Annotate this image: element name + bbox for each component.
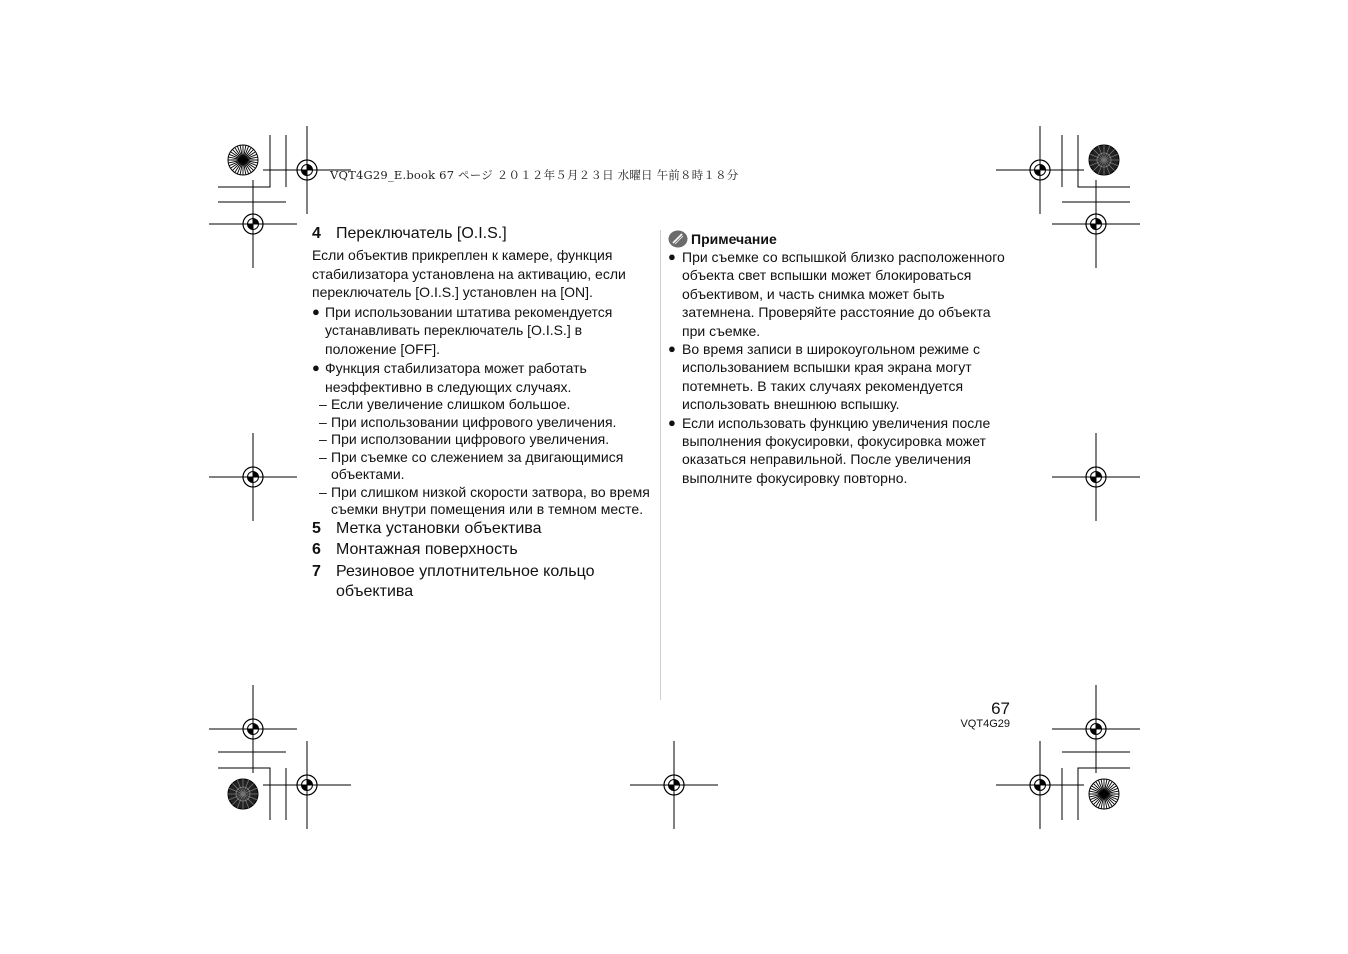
- bullet-text: Функция стабилизатора может работать неэффективно в следующих случаях.: [325, 360, 587, 395]
- dash-text: При использовании цифрового увеличения.: [331, 413, 617, 430]
- item-number: 6: [312, 541, 321, 559]
- dash-icon: –: [319, 431, 327, 447]
- note-icon: [668, 230, 688, 248]
- dash-text: При съемке со слежением за двигающимися объектами.: [331, 448, 624, 482]
- left-column: [312, 224, 652, 603]
- page-number: 67: [991, 699, 1010, 718]
- bullet-icon: ●: [668, 414, 676, 430]
- bullet-item: [312, 359, 652, 396]
- dash-text: При исползовании цифрового увеличения.: [331, 431, 610, 447]
- dash-item: [319, 449, 652, 484]
- item-number: 5: [312, 520, 321, 537]
- item-4-heading: [312, 224, 652, 244]
- bullet-icon: ●: [668, 341, 676, 357]
- dash-text: Если увеличение слишком большое.: [331, 396, 571, 412]
- item-title: Переключатель [O.I.S.]: [336, 225, 507, 242]
- dash-item: [319, 396, 652, 414]
- note-bullet-text: При съемке со вспышкой близко расположенного объекта свет вспышки может блокироваться объективом, и часть снимка может быть затемнена. Проверяйте расстояние до объекта при съемке.: [682, 249, 1005, 339]
- note-heading: [668, 230, 1013, 248]
- item-4-paragraph: Если объектив прикреплен к камере, функция стабилизатора установлена на активацию, если переключатель [O.I.S.] установлен на [ON].: [312, 247, 626, 300]
- note-section: [668, 230, 1013, 487]
- item-list: [312, 519, 652, 603]
- dash-icon: –: [319, 396, 327, 412]
- dash-item: [319, 414, 652, 432]
- note-heading-text: Примечание: [691, 231, 777, 247]
- item-number: 7: [312, 562, 321, 580]
- document-code: VQT4G29: [960, 718, 1010, 730]
- bullet-item: [312, 303, 652, 359]
- note-bullet-item: [668, 340, 1013, 414]
- dash-item: [319, 484, 652, 519]
- item-6-heading: [312, 540, 652, 561]
- item-5-heading: [312, 519, 652, 540]
- bullet-text: При использовании штатива рекомендуется устанавливать переключатель [O.I.S.] в положение [OFF].: [325, 303, 613, 357]
- dash-item: [319, 431, 652, 449]
- item-title: Резиновое уплотнительное кольцо объектива: [336, 562, 595, 601]
- item-title: Метка установки объектива: [336, 520, 542, 537]
- note-bullet-item: [668, 414, 1013, 488]
- book-header-line: VQT4G29_E.book 67 ページ ２０１２年５月２３日 水曜日 午前８時１８分: [330, 168, 739, 182]
- dash-icon: –: [319, 413, 327, 430]
- bullet-icon: ●: [312, 303, 320, 319]
- note-bullet-text: Во время записи в широкоугольном режиме с использованием вспышки края экрана могут потемнеть. В таких случаях рекомендуется использовать внешнюю вспышку.: [682, 341, 980, 413]
- bullet-icon: ●: [668, 249, 676, 264]
- item-number: 4: [312, 225, 321, 242]
- bullet-icon: ●: [312, 360, 320, 375]
- dash-icon: –: [319, 483, 327, 500]
- item-title: Монтажная поверхность: [336, 541, 518, 559]
- dash-icon: –: [319, 448, 327, 465]
- note-bullet-item: [668, 248, 1013, 340]
- column-divider: [660, 230, 661, 700]
- note-bullet-text: Если использовать функцию увеличения после выполнения фокусировки, фокусировка может оказаться неправильной. После увеличения выполните фокусировку повторно.: [682, 414, 991, 486]
- item-7-heading: [312, 562, 652, 604]
- dash-text: При слишком низкой скорости затвора, во время съемки внутри помещения или в темном месте.: [331, 483, 650, 517]
